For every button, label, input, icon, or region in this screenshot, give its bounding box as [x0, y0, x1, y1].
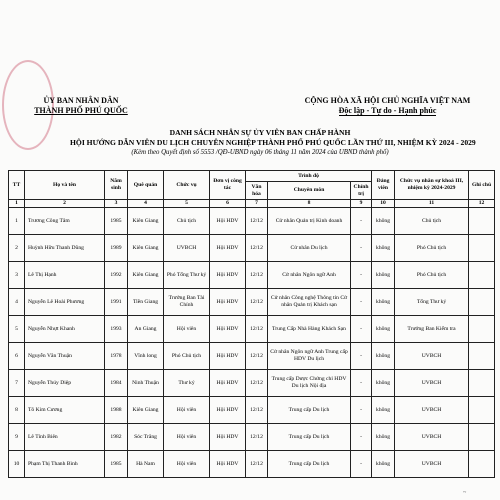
col-number: 1 — [9, 200, 25, 208]
row-culture: 12/12 — [246, 424, 268, 451]
title-line3: (Kèm theo Quyết định số 5553 /QĐ-UBND ngày 06 tháng 11 năm 2024 của UBND thành phố) — [131, 149, 389, 156]
table-row — [9, 208, 495, 235]
motto: Độc lập - Tự do - Hạnh phúc — [338, 106, 437, 115]
col-number: 10 — [372, 200, 395, 208]
row-specialty: Trung cấp Du lịch — [268, 397, 351, 424]
row-note — [469, 262, 495, 289]
title-line2: HỘI HƯỚNG DẪN VIÊN DU LỊCH CHUYÊN NGHIỆP THÀNH PHỐ PHÚ QUỐC LẦN THỨ III, NHIỆM KỲ 2024 - 2029 — [70, 138, 476, 147]
row-party: không — [372, 370, 395, 397]
row-name: Nguyễn Lê Hoài Phương — [25, 289, 105, 316]
table-row — [9, 289, 495, 316]
row-term-position: UVBCH — [395, 370, 469, 397]
row-term-position: UVBCH — [395, 343, 469, 370]
row-party: không — [372, 235, 395, 262]
row-tt: 10 — [9, 451, 25, 478]
row-culture: 12/12 — [246, 208, 268, 235]
col-position: Chức vụ — [164, 171, 210, 200]
members-table — [8, 170, 495, 478]
row-politics: - — [351, 397, 372, 424]
row-hometown: Kiên Giang — [128, 208, 164, 235]
row-birth: 1984 — [105, 370, 128, 397]
row-unit: Hội HDV — [210, 262, 246, 289]
row-specialty: Cử nhân Ngôn ngữ Anh Trung cấp HDV Du lịch — [268, 343, 351, 370]
row-birth: 1982 — [105, 424, 128, 451]
row-party: không — [372, 343, 395, 370]
row-culture: 12/12 — [246, 451, 268, 478]
table-row — [9, 370, 495, 397]
col-specialty: Chuyên môn — [268, 182, 351, 200]
table-row — [9, 424, 495, 451]
row-position: Hội viên — [164, 424, 210, 451]
row-culture: 12/12 — [246, 370, 268, 397]
row-name: Lê Tính Biên — [25, 424, 105, 451]
row-birth: 1985 — [105, 451, 128, 478]
row-politics: - — [351, 316, 372, 343]
org-line2: THÀNH PHỐ PHÚ QUỐC — [34, 106, 128, 115]
row-birth: 1978 — [105, 343, 128, 370]
row-culture: 12/12 — [246, 397, 268, 424]
row-position: Trưởng Ban Tài Chính — [164, 289, 210, 316]
row-tt: 6 — [9, 343, 25, 370]
row-position: Hội viên — [164, 397, 210, 424]
initials-mark: ~ — [463, 490, 467, 496]
col-term-position: Chức vụ nhân sự khoá III, nhiệm kỳ 2024-2029 — [395, 171, 469, 200]
table-row — [9, 451, 495, 478]
table-row — [9, 316, 495, 343]
col-party: Đảng viên — [372, 171, 395, 200]
col-hometown: Quê quán — [128, 171, 164, 200]
row-birth: 1991 — [105, 289, 128, 316]
row-name: Lê Thị Hạnh — [25, 262, 105, 289]
row-culture: 12/12 — [246, 343, 268, 370]
col-number: 11 — [395, 200, 469, 208]
row-name: Nguyễn Văn Thuận — [25, 343, 105, 370]
row-term-position: Chủ tịch — [395, 208, 469, 235]
row-birth: 1993 — [105, 316, 128, 343]
row-hometown: An Giang — [128, 316, 164, 343]
row-politics: - — [351, 262, 372, 289]
row-party: không — [372, 451, 395, 478]
row-position: Chủ tịch — [164, 208, 210, 235]
col-number: 6 — [210, 200, 246, 208]
nation-name: CỘNG HÒA XÃ HỘI CHỦ NGHĨA VIỆT NAM — [304, 96, 471, 105]
row-culture: 12/12 — [246, 289, 268, 316]
row-note — [469, 397, 495, 424]
col-unit: Đơn vị công tác — [210, 171, 246, 200]
row-note — [469, 235, 495, 262]
row-unit: Hội HDV — [210, 343, 246, 370]
row-tt: 4 — [9, 289, 25, 316]
col-name: Họ và tên — [25, 171, 105, 200]
row-note — [469, 343, 495, 370]
row-note — [469, 208, 495, 235]
row-hometown: Vĩnh long — [128, 343, 164, 370]
row-tt: 7 — [9, 370, 25, 397]
row-hometown: Tiền Giang — [128, 289, 164, 316]
row-hometown: Kiên Giang — [128, 262, 164, 289]
row-politics: - — [351, 208, 372, 235]
row-hometown: Hà Nam — [128, 451, 164, 478]
row-term-position: Tổng Thư ký — [395, 289, 469, 316]
row-unit: Hội HDV — [210, 235, 246, 262]
col-politics: Chính trị — [351, 182, 372, 200]
col-birth: Năm sinh — [105, 171, 128, 200]
row-term-position: Phó Chủ tịch — [395, 262, 469, 289]
row-term-position: Phó Chủ tịch — [395, 235, 469, 262]
row-term-position: Trưởng Ban Kiểm tra — [395, 316, 469, 343]
row-birth: 1992 — [105, 262, 128, 289]
col-number: 2 — [25, 200, 105, 208]
row-politics: - — [351, 289, 372, 316]
row-politics: - — [351, 343, 372, 370]
row-party: không — [372, 208, 395, 235]
row-specialty: Trung Cấp Nhà Hàng Khách Sạn — [268, 316, 351, 343]
row-name: Tô Kim Cương — [25, 397, 105, 424]
row-party: không — [372, 262, 395, 289]
col-education: Trình độ — [246, 171, 372, 182]
row-party: không — [372, 289, 395, 316]
row-unit: Hội HDV — [210, 289, 246, 316]
row-party: không — [372, 397, 395, 424]
row-note — [469, 424, 495, 451]
row-note — [469, 370, 495, 397]
row-birth: 1985 — [105, 208, 128, 235]
row-specialty: Cử nhân Công nghệ Thông tin Cử nhân Quản trị Khách sạn — [268, 289, 351, 316]
col-number: 5 — [164, 200, 210, 208]
row-unit: Hội HDV — [210, 451, 246, 478]
row-hometown: Sóc Trăng — [128, 424, 164, 451]
row-note — [469, 289, 495, 316]
row-position: Thư ký — [164, 370, 210, 397]
row-position: Phó Tổng Thư ký — [164, 262, 210, 289]
col-tt: TT — [9, 171, 25, 200]
row-position: Hội viên — [164, 451, 210, 478]
row-culture: 12/12 — [246, 262, 268, 289]
row-tt: 2 — [9, 235, 25, 262]
table-row — [9, 397, 495, 424]
row-hometown: Kiên Giang — [128, 235, 164, 262]
org-line1: ỦY BAN NHÂN DÂN — [43, 96, 119, 105]
row-name: Huỳnh Hữu Thanh Dũng — [25, 235, 105, 262]
row-tt: 3 — [9, 262, 25, 289]
col-number: 9 — [351, 200, 372, 208]
row-name: Nguyễn Thúy Diệp — [25, 370, 105, 397]
national-header — [285, 96, 490, 116]
col-number: 3 — [105, 200, 128, 208]
row-specialty: Trung cấp Du lịch — [268, 424, 351, 451]
row-term-position: UVBCH — [395, 424, 469, 451]
row-note — [469, 451, 495, 478]
row-position: Hội viên — [164, 316, 210, 343]
row-unit: Hội HDV — [210, 208, 246, 235]
row-birth: 1989 — [105, 235, 128, 262]
row-hometown: Ninh Thuận — [128, 370, 164, 397]
table-row — [9, 262, 495, 289]
row-culture: 12/12 — [246, 235, 268, 262]
row-specialty: Cử nhân Du lịch — [268, 235, 351, 262]
col-number: 12 — [469, 200, 495, 208]
row-party: không — [372, 316, 395, 343]
row-politics: - — [351, 424, 372, 451]
title-line1: DANH SÁCH NHÂN SỰ ỦY VIÊN BAN CHẤP HÀNH — [169, 128, 351, 137]
row-name: Phạm Thị Thanh Bình — [25, 451, 105, 478]
row-position: UVBCH — [164, 235, 210, 262]
row-tt: 8 — [9, 397, 25, 424]
row-politics: - — [351, 370, 372, 397]
row-note — [469, 316, 495, 343]
table-body — [9, 208, 495, 478]
row-unit: Hội HDV — [210, 397, 246, 424]
row-party: không — [372, 424, 395, 451]
table-row — [9, 343, 495, 370]
col-number: 7 — [246, 200, 268, 208]
row-politics: - — [351, 235, 372, 262]
row-term-position: UVBCH — [395, 397, 469, 424]
row-unit: Hội HDV — [210, 424, 246, 451]
row-name: Nguyễn Nhựt Khanh — [25, 316, 105, 343]
row-term-position: UVBCH — [395, 451, 469, 478]
row-culture: 12/12 — [246, 316, 268, 343]
row-tt: 9 — [9, 424, 25, 451]
col-number: 4 — [128, 200, 164, 208]
issuing-authority — [26, 96, 136, 116]
row-specialty: Cử nhân Ngôn ngữ Anh — [268, 262, 351, 289]
row-birth: 1988 — [105, 397, 128, 424]
row-position: Phó Chủ tịch — [164, 343, 210, 370]
table-row — [9, 235, 495, 262]
row-unit: Hội HDV — [210, 370, 246, 397]
col-culture: Văn hóa — [246, 182, 268, 200]
col-note: Ghi chú — [469, 171, 495, 200]
row-specialty: Cử nhân Quản trị Kinh doanh — [268, 208, 351, 235]
row-unit: Hội HDV — [210, 316, 246, 343]
row-politics: - — [351, 451, 372, 478]
row-specialty: Trung cấp Du lịch — [268, 451, 351, 478]
document-title — [70, 128, 476, 158]
col-number: 8 — [268, 200, 351, 208]
row-tt: 5 — [9, 316, 25, 343]
row-hometown: Kiên Giang — [128, 397, 164, 424]
row-specialty: Trung cấp Dược Chứng chỉ HDV Du lịch Nội địa — [268, 370, 351, 397]
row-tt: 1 — [9, 208, 25, 235]
row-name: Trương Công Tâm — [25, 208, 105, 235]
